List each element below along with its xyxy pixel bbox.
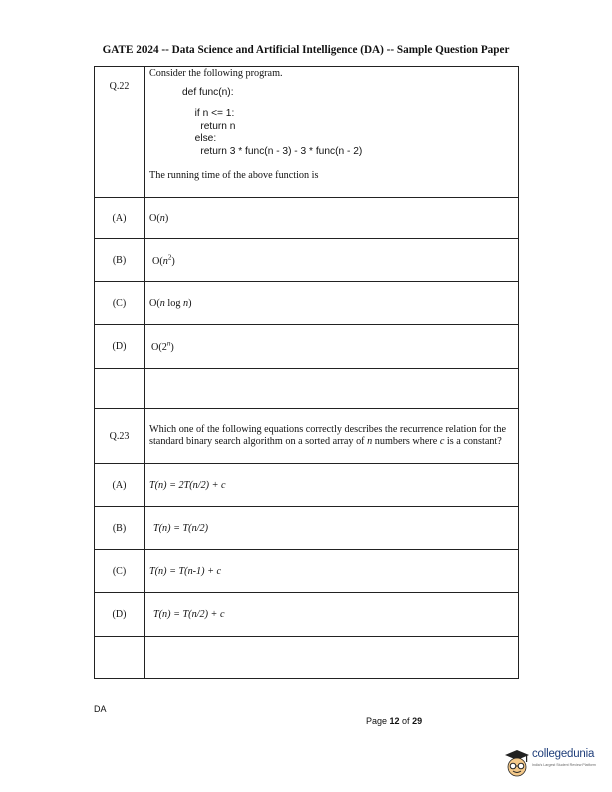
question-stem — [145, 67, 519, 198]
spacer-row — [95, 369, 519, 409]
paper-code: DA — [94, 704, 107, 714]
code-line: else: — [189, 133, 217, 145]
option-text-part: ) — [171, 255, 175, 267]
option-text-part: ) — [170, 342, 174, 354]
option-label: (A) — [95, 198, 145, 239]
option-row — [95, 464, 519, 507]
logo-tagline: India's Largest Student Review Platform — [532, 763, 596, 767]
code-line: def func(n): — [182, 86, 234, 98]
option-equation: T(n) = T(n/2) + c — [153, 609, 225, 620]
option-text-part: O(2 — [151, 342, 167, 354]
page-prefix: Page — [366, 716, 390, 726]
stem-var: c — [439, 436, 445, 447]
code-block — [145, 81, 518, 159]
option-label: (D) — [95, 325, 145, 369]
stem-part: is a constant? — [444, 436, 502, 447]
option-label: (B) — [95, 239, 145, 282]
empty-cell — [145, 637, 519, 679]
option-text — [145, 507, 519, 550]
option-row — [95, 239, 519, 282]
option-row — [95, 593, 519, 637]
option-var: n — [182, 297, 189, 309]
question-text: The running time of the above function is — [149, 170, 319, 182]
page-header: GATE 2024 -- Data Science and Artificial Intelligence (DA) -- Sample Question Paper — [102, 44, 510, 56]
option-row — [95, 507, 519, 550]
option-var: n — [159, 212, 165, 224]
option-exponent: 2 — [167, 253, 172, 262]
question-number: Q.23 — [95, 409, 145, 464]
option-text — [145, 282, 519, 325]
logo-name: collegedunia — [532, 748, 595, 760]
code-line: return n — [189, 120, 236, 132]
page-number — [366, 716, 422, 726]
option-equation: T(n) = 2T(n/2) + c — [149, 479, 226, 491]
stem-part: Which one of the following equations correctly describes the recurrence relation for the standard binary search algorithm on a sorted array of — [149, 423, 506, 447]
mascot-icon — [502, 746, 532, 780]
option-row — [95, 198, 519, 239]
option-equation: T(n) = T(n-1) + c — [149, 565, 222, 577]
option-label: (C) — [95, 550, 145, 593]
question-text — [145, 424, 518, 449]
option-row — [95, 282, 519, 325]
empty-cell — [95, 369, 145, 409]
question-intro: Consider the following program. — [149, 68, 283, 79]
option-row — [95, 550, 519, 593]
code-line: return 3 * func(n - 3) - 3 * func(n - 2) — [189, 145, 363, 157]
page-total: 29 — [412, 716, 423, 726]
option-row — [95, 325, 519, 369]
option-var: n — [159, 297, 165, 309]
question-number — [95, 67, 145, 198]
empty-cell — [95, 637, 145, 679]
question-table — [94, 66, 519, 679]
option-text — [145, 325, 519, 369]
page-of: of — [399, 716, 413, 726]
question-row-q23 — [95, 409, 519, 464]
option-text-part: O( — [149, 297, 160, 309]
option-text — [145, 464, 519, 507]
stem-part: numbers where — [372, 436, 440, 447]
question-stem — [145, 409, 519, 464]
question-number-text: Q.22 — [109, 81, 130, 92]
question-row-q22 — [95, 67, 519, 198]
code-line — [182, 99, 518, 108]
option-text — [145, 593, 519, 637]
option-text-part: ) — [164, 212, 169, 224]
option-text — [145, 239, 519, 282]
option-label: (A) — [95, 464, 145, 507]
option-label: (D) — [95, 593, 145, 637]
page-current: 12 — [389, 716, 400, 726]
collegedunia-logo — [502, 746, 612, 782]
spacer-row — [95, 637, 519, 679]
code-line: if n <= 1: — [189, 108, 235, 120]
option-text-part: O( — [149, 212, 160, 224]
option-text-part: log — [164, 297, 183, 309]
stem-var: n — [367, 436, 373, 447]
option-exponent: n — [166, 339, 171, 348]
option-text-part: O( — [152, 255, 163, 267]
option-text-part: ) — [188, 297, 192, 309]
empty-cell — [145, 369, 519, 409]
option-text — [145, 550, 519, 593]
option-label: (B) — [95, 507, 145, 550]
option-equation: T(n) = T(n/2) — [153, 522, 208, 534]
option-var: n — [162, 255, 168, 267]
option-label: (C) — [95, 282, 145, 325]
option-text — [145, 198, 519, 239]
